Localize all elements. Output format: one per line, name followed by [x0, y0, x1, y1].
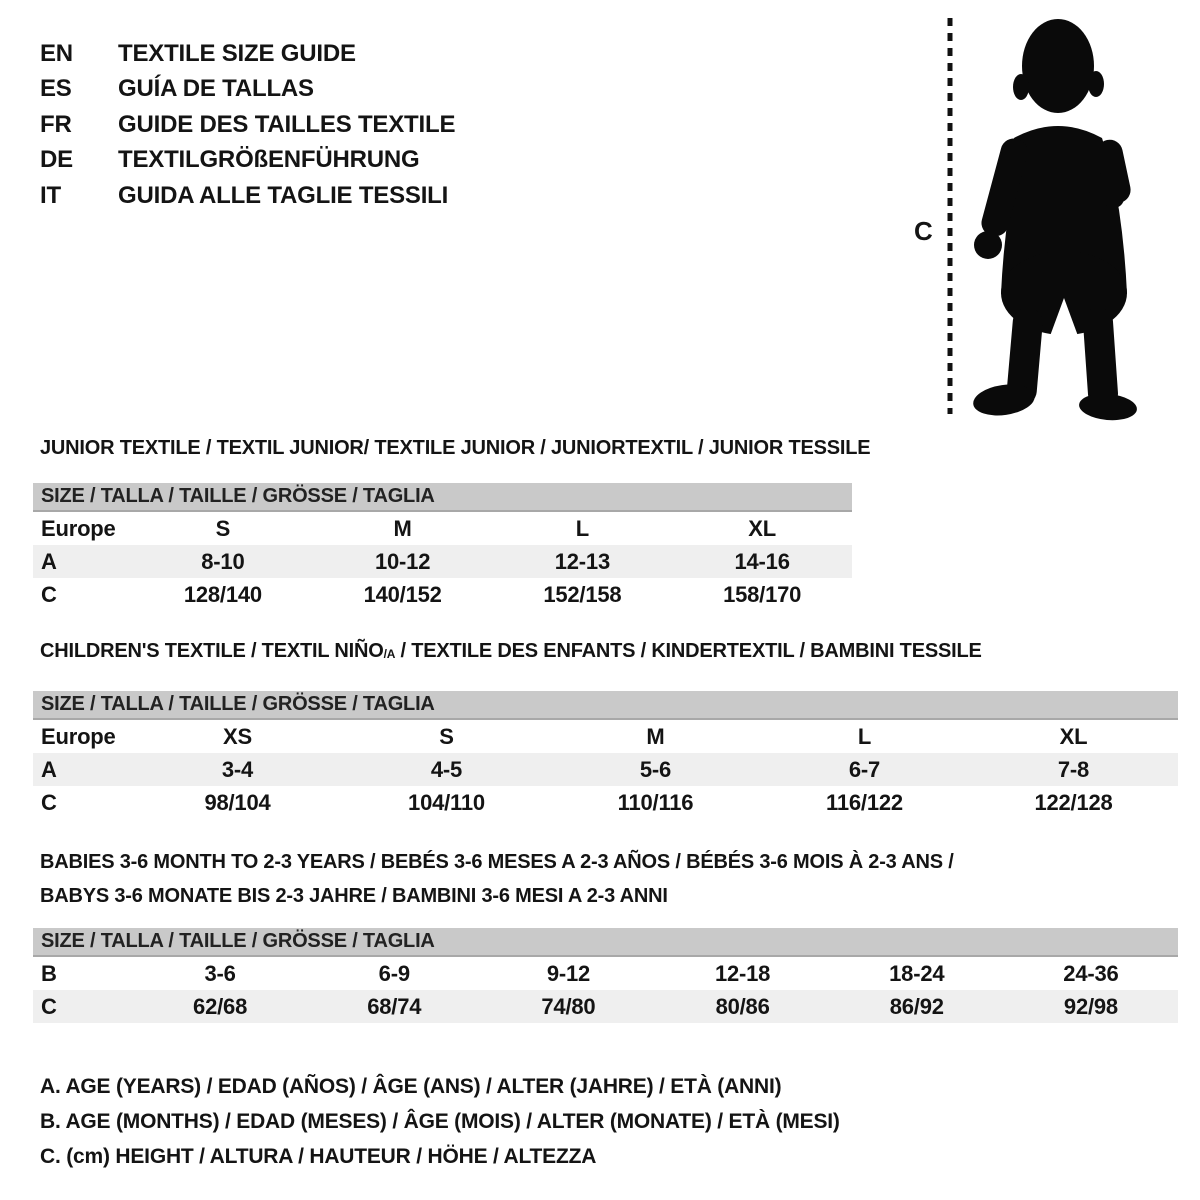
- figure-measure-label: C: [914, 216, 933, 246]
- size-cell: 6-9: [378, 961, 410, 986]
- size-cell: XL: [748, 516, 776, 541]
- size-cell: 92/98: [1063, 994, 1118, 1019]
- lang-code: DE: [40, 146, 73, 174]
- babies-table-title-line2: BABYS 3-6 MONATE BIS 2-3 JAHRE / BAMBINI 3-6 MESI A 2-3 ANNI: [40, 885, 668, 907]
- size-header-bar: SIZE / TALLA / TAILLE / GRÖSSE / TAGLIA: [33, 691, 1178, 720]
- babies-table-title-line1: BABIES 3-6 MONTH TO 2-3 YEARS / BEBÉS 3-6 MESES A 2-3 AÑOS / BÉBÉS 3-6 MOIS À 2-3 ANS /: [40, 851, 954, 873]
- size-cell: 3-6: [204, 961, 236, 986]
- row-label: C: [41, 582, 57, 607]
- size-cell: 12-13: [554, 549, 611, 574]
- size-cell: 152/158: [543, 582, 622, 607]
- table-row-height: [33, 578, 852, 611]
- lang-label: TEXTILE SIZE GUIDE: [118, 39, 356, 67]
- size-cell: 86/92: [889, 994, 944, 1019]
- lang-code: FR: [40, 110, 72, 138]
- table-row-age: [33, 545, 852, 578]
- size-cell: 24-36: [1063, 961, 1119, 986]
- junior-size-table: [33, 483, 852, 611]
- size-cell: 74/80: [541, 994, 596, 1019]
- size-cell: L: [857, 724, 872, 749]
- measurement-legend: [40, 1076, 840, 1181]
- table-row-months: [33, 957, 1178, 990]
- lang-label: TEXTILGRÖßENFÜHRUNG: [118, 146, 420, 174]
- lang-row-es: [40, 72, 455, 108]
- lang-code: ES: [40, 75, 72, 103]
- size-cell: 68/74: [367, 994, 422, 1019]
- children-title-prefix: CHILDREN'S TEXTILE / TEXTIL NIÑO: [40, 640, 384, 662]
- babies-size-table: [33, 928, 1178, 1023]
- size-cell: S: [215, 516, 231, 541]
- size-cell: 12-18: [714, 961, 771, 986]
- size-header-bar: SIZE / TALLA / TAILLE / GRÖSSE / TAGLIA: [33, 928, 1178, 957]
- row-label: A: [41, 549, 57, 574]
- size-cell: 128/140: [183, 582, 262, 607]
- size-cell: 110/116: [617, 790, 694, 815]
- row-label: B: [41, 961, 57, 986]
- size-cell: M: [646, 724, 665, 749]
- table-row-europe: [33, 512, 852, 545]
- size-cell: 104/110: [408, 790, 485, 815]
- lang-code: EN: [40, 39, 73, 67]
- lang-label: GUIDE DES TAILLES TEXTILE: [118, 110, 456, 138]
- size-header-bar: SIZE / TALLA / TAILLE / GRÖSSE / TAGLIA: [33, 483, 852, 512]
- size-cell: XS: [223, 724, 252, 749]
- children-title-sub: /A: [383, 647, 396, 661]
- size-cell: 10-12: [374, 549, 431, 574]
- language-title-block: [40, 36, 455, 214]
- size-cell: 9-12: [546, 961, 591, 986]
- size-cell: 62/68: [193, 994, 248, 1019]
- lang-code: IT: [40, 181, 61, 209]
- size-cell: XL: [1059, 724, 1088, 749]
- lang-row-fr: [40, 107, 455, 143]
- table-row-age: [33, 753, 1178, 786]
- lang-row-en: [40, 36, 455, 72]
- children-table-title: [40, 640, 982, 663]
- children-size-table: [33, 691, 1178, 819]
- row-label: Europe: [41, 724, 116, 749]
- children-title-suffix: / TEXTILE DES ENFANTS / KINDERTEXTIL / BAMBINI TESSILE: [395, 640, 982, 662]
- size-cell: 3-4: [221, 757, 254, 782]
- row-label: C: [41, 994, 57, 1019]
- lang-row-de: [40, 143, 455, 179]
- size-cell: L: [575, 516, 589, 541]
- junior-table-title: JUNIOR TEXTILE / TEXTIL JUNIOR/ TEXTILE JUNIOR / JUNIORTEXTIL / JUNIOR TESSILE: [40, 437, 871, 459]
- row-label: Europe: [41, 516, 116, 541]
- lang-label: GUÍA DE TALLAS: [118, 75, 314, 103]
- size-cell: 80/86: [715, 994, 770, 1019]
- size-cell: 140/152: [363, 582, 442, 607]
- size-cell: 4-5: [430, 757, 463, 782]
- legend-line-b: B. AGE (MONTHS) / EDAD (MESES) / ÂGE (MOIS) / ALTER (MONATE) / ETÀ (MESI): [40, 1110, 840, 1133]
- size-cell: 98/104: [204, 790, 271, 815]
- table-row-height: [33, 786, 1178, 819]
- table-row-height: [33, 990, 1178, 1023]
- size-cell: S: [439, 724, 454, 749]
- size-cell: 7-8: [1057, 757, 1090, 782]
- legend-line-c: C. (cm) HEIGHT / ALTURA / HAUTEUR / HÖHE / ALTEZZA: [40, 1145, 597, 1168]
- legend-line-a: A. AGE (YEARS) / EDAD (AÑOS) / ÂGE (ANS) / ALTER (JAHRE) / ETÀ (ANNI): [40, 1075, 782, 1098]
- lang-row-it: [40, 178, 455, 214]
- row-label: C: [41, 790, 57, 815]
- size-cell: 8-10: [201, 549, 245, 574]
- size-cell: M: [393, 516, 412, 541]
- row-label: A: [41, 757, 57, 782]
- size-cell: 14-16: [734, 549, 790, 574]
- size-cell: 158/170: [723, 582, 802, 607]
- lang-label: GUIDA ALLE TAGLIE TESSILI: [118, 181, 449, 209]
- table-row-europe: [33, 720, 1178, 753]
- size-cell: 116/122: [826, 790, 903, 815]
- toddler-silhouette-icon: [900, 0, 1200, 430]
- size-cell: 6-7: [848, 757, 881, 782]
- size-cell: 5-6: [639, 757, 672, 782]
- size-cell: 18-24: [889, 961, 945, 986]
- size-cell: 122/128: [1034, 790, 1113, 815]
